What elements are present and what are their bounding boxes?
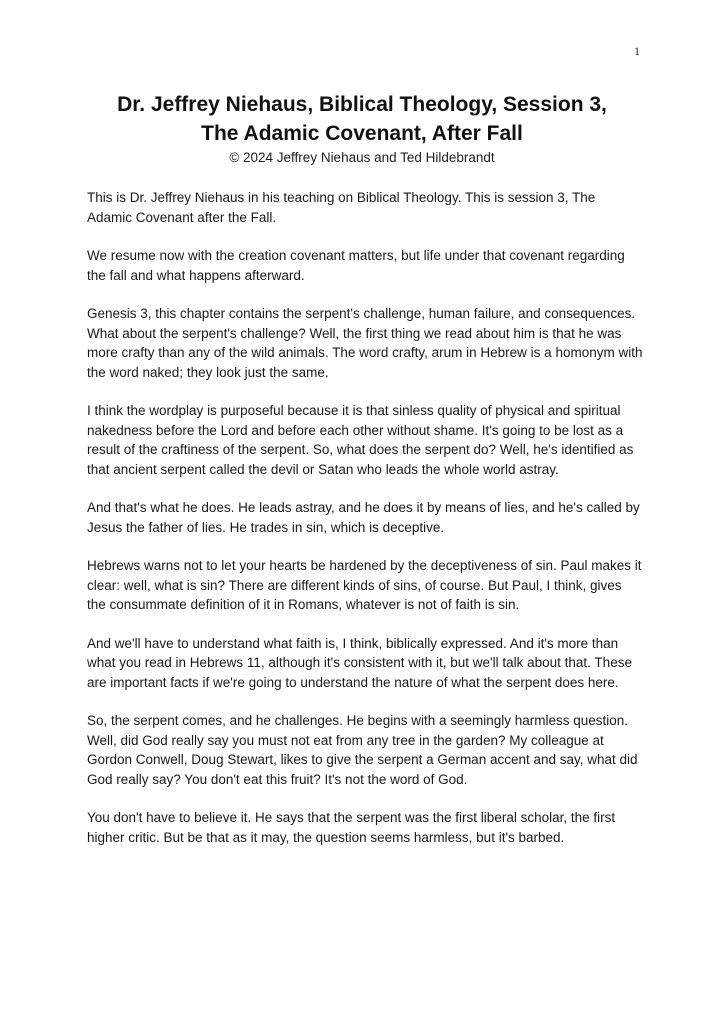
paragraph-9: You don't have to believe it. He says that the serpent was the first liberal scholar, the first higher critic. But be that as it may, the question seems harmless, but it's barbed. [87, 810, 616, 845]
paragraph-2: We resume now with the creation covenant matters, but life under that covenant regarding the fall and what happens afterward. [87, 248, 625, 283]
paragraph-3: Genesis 3, this chapter contains the serpent's challenge, human failure, and consequences. What about the serpent's challenge? Well, the first thing we read about him is that he was more crafty than any of the wild animals. The word crafty, arum in Hebrew is a homonym with the word naked; they look just the same. [87, 306, 643, 380]
title-line-1: Dr. Jeffrey Niehaus, Biblical Theology, Session 3, [117, 93, 607, 116]
paragraph-1: This is Dr. Jeffrey Niehaus in his teaching on Biblical Theology. This is session 3, The Adamic Covenant after the Fall. [87, 190, 596, 225]
document-header [60, 90, 664, 167]
page-number: 1 [634, 44, 640, 58]
paragraph-5: And that's what he does. He leads astray, and he does it by means of lies, and he's called by Jesus the father of lies. He trades in sin, which is deceptive. [87, 500, 640, 535]
paragraph-8: So, the serpent comes, and he challenges. He begins with a seemingly harmless question. Well, did God really say you must not eat from any tree in the garden? My colleague at Gordon Conwell, Doug Stewart, likes to give the serpent a German accent and say, what did God really say? You don't eat this fruit? It's not the word of God. [87, 713, 638, 787]
paragraph-7: And we'll have to understand what faith is, I think, biblically expressed. And it's more than what you read in Hebrews 11, although it's consistent with it, but we'll talk about that. These are important facts if we're going to understand the nature of what the serpent does here. [87, 635, 632, 690]
paragraph-6: Hebrews warns not to let your hearts be hardened by the deceptiveness of sin. Paul makes it clear: well, what is sin? There are different kinds of sins, of course. But Paul, I think, gives the consummate definition of it in Romans, whatever is not of faith is sin. [87, 558, 642, 612]
page-title [60, 90, 664, 148]
title-line-2: The Adamic Covenant, After Fall [201, 122, 523, 145]
copyright-notice: © 2024 Jeffrey Niehaus and Ted Hildebrandt [229, 150, 495, 165]
document-body [87, 188, 643, 866]
paragraph-4: I think the wordplay is purposeful because it is that sinless quality of physical and spiritual nakedness before the Lord and before each other without shame. It's going to be lost as a result of the craftiness of the serpent. So, what does the serpent do? Well, he's identified as that ancient serpent called the devil or Satan who leads the whole world astray. [87, 403, 634, 477]
